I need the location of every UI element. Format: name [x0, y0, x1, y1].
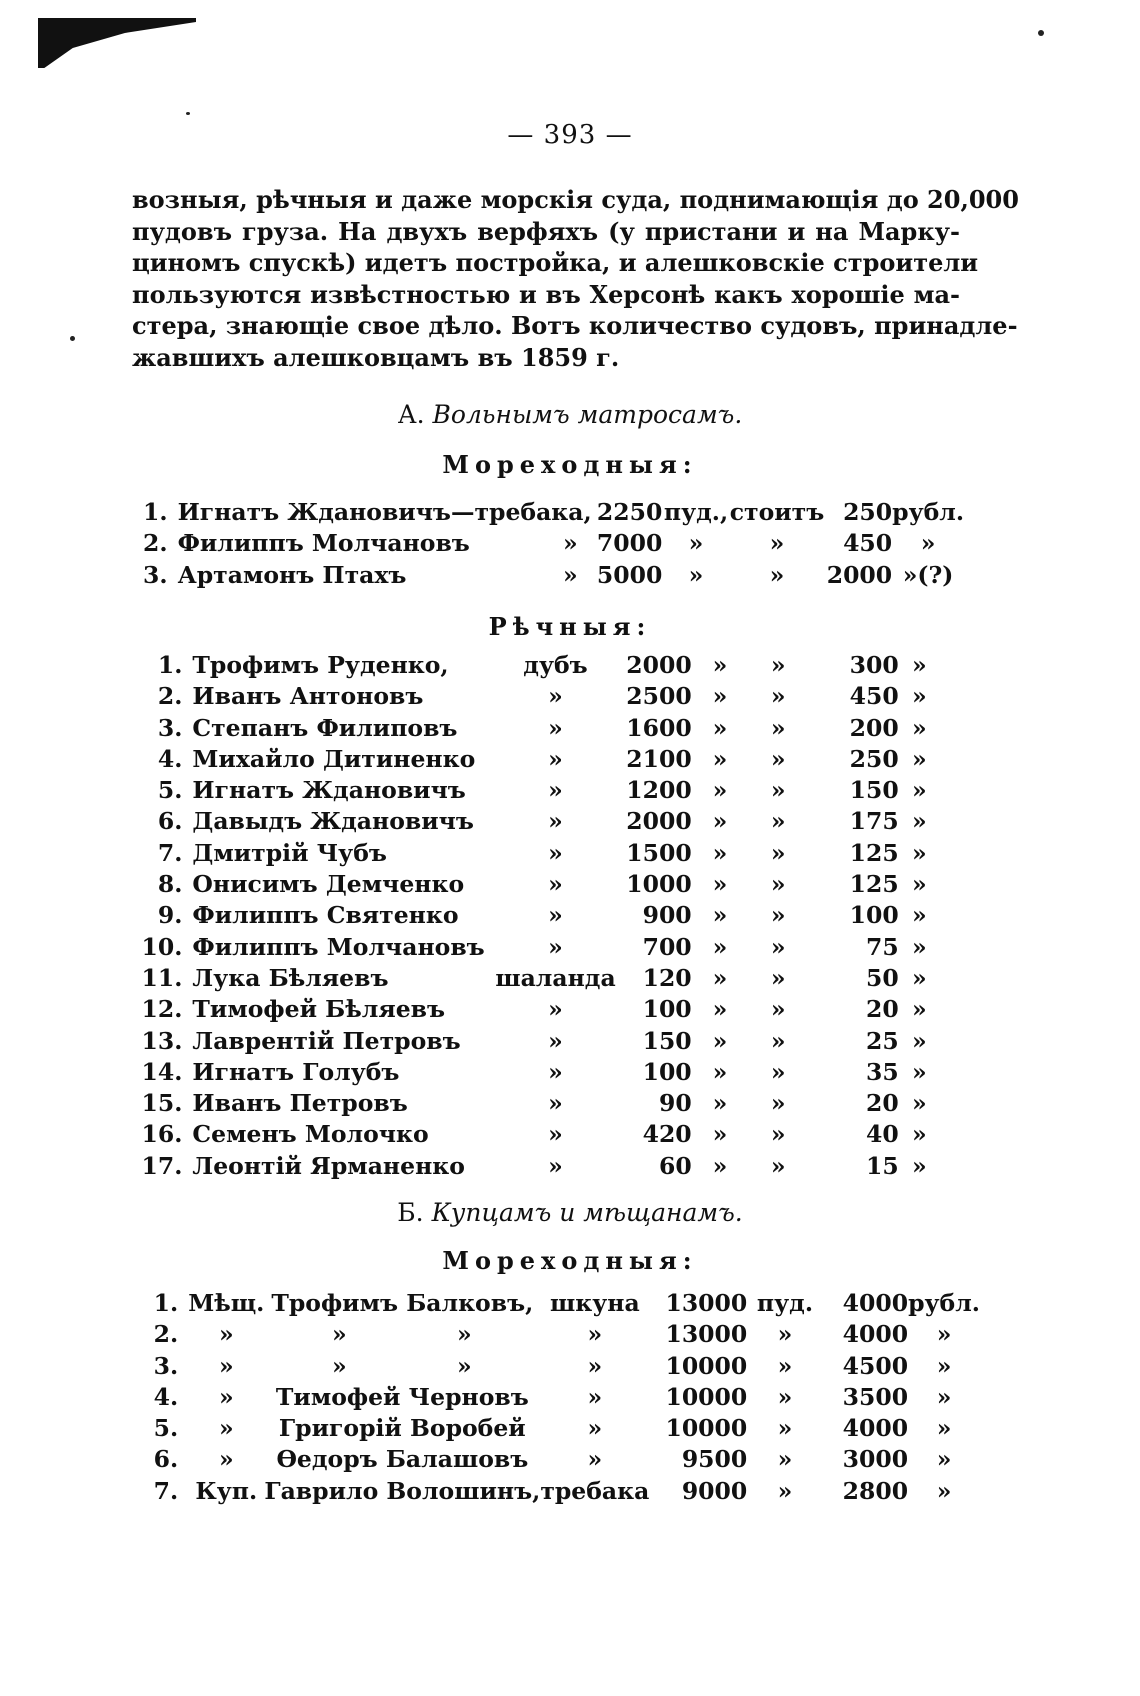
scan-speck	[1038, 30, 1044, 36]
capacity: 1600	[626, 713, 692, 742]
scan-speck	[70, 336, 75, 341]
owner-name: Семенъ Молочко	[192, 1120, 429, 1149]
table-row	[140, 932, 940, 963]
vessel-type: »	[548, 1026, 563, 1055]
capacity: 2500	[626, 682, 692, 711]
owner-name-ditto: »	[457, 1320, 472, 1349]
price-label: »	[769, 529, 785, 558]
row-number: 17.	[141, 1151, 183, 1180]
table-row	[140, 497, 970, 528]
row-number: 16.	[141, 1120, 183, 1149]
vessel-type: дубъ	[523, 651, 588, 679]
table-row	[140, 1151, 940, 1182]
price-label: »	[770, 963, 786, 992]
capacity: 900	[642, 901, 692, 930]
capacity-unit: »	[777, 1414, 793, 1443]
owner-name-cell	[264, 1382, 540, 1413]
row-number: 1.	[143, 498, 168, 526]
sea-vessels-table-a	[140, 497, 970, 591]
vessel-type: »	[548, 807, 563, 836]
vessel-type: »	[587, 1351, 603, 1380]
price-label: »	[770, 901, 786, 930]
price: 20	[866, 1089, 899, 1118]
currency: »	[912, 932, 927, 961]
price-label: стоитъ	[729, 498, 825, 526]
price: 250	[849, 744, 899, 773]
capacity: 10000	[665, 1382, 748, 1411]
price: 4000	[842, 1414, 909, 1443]
currency: »(?)	[902, 560, 954, 589]
row-number: 7.	[153, 1476, 179, 1505]
row-number: 4.	[157, 744, 183, 773]
capacity-unit: »	[712, 901, 728, 930]
owner-rank: Куп.	[195, 1476, 258, 1505]
vessel-type: шаланда	[495, 963, 616, 992]
currency: »	[936, 1414, 952, 1443]
price-label: »	[769, 560, 785, 589]
vessel-type: шкуна	[549, 1289, 640, 1317]
capacity: 1000	[626, 870, 692, 899]
capacity-unit: »	[712, 1151, 728, 1180]
price: 50	[866, 963, 899, 992]
capacity: 420	[642, 1120, 692, 1149]
vessel-type: »	[548, 682, 563, 711]
owner-name-cell	[264, 1444, 540, 1475]
row-number: 1.	[157, 651, 183, 679]
section-b-heading	[0, 1198, 1140, 1227]
price-label: »	[770, 1057, 786, 1086]
price-label: »	[770, 651, 786, 679]
capacity: 100	[642, 1057, 692, 1086]
table-row	[140, 963, 940, 994]
vessel-type: »	[548, 932, 563, 961]
table-row	[140, 994, 940, 1025]
vessel-type: »	[548, 901, 563, 930]
owner-name: Игнатъ Голубъ	[192, 1057, 400, 1086]
capacity-unit: »	[712, 838, 728, 867]
capacity-unit: »	[712, 963, 728, 992]
owner-rank: »	[218, 1351, 234, 1380]
table-row	[140, 838, 940, 869]
owner-name: Григорій Воробей	[278, 1414, 526, 1443]
capacity: 120	[642, 963, 692, 992]
page-number: — 393 —	[507, 120, 633, 150]
table-row	[140, 1057, 940, 1088]
vessel-type: »	[548, 1089, 563, 1118]
capacity-unit: »	[777, 1382, 793, 1411]
capacity: 90	[658, 1089, 692, 1118]
capacity: 2000	[626, 651, 692, 679]
owner-name: Леонтій Ярманенко	[192, 1151, 465, 1180]
row-number: 3.	[157, 713, 183, 742]
price: 4500	[842, 1351, 909, 1380]
capacity-unit: »	[777, 1445, 793, 1474]
owner-name: Артамонъ Птахъ	[177, 560, 407, 589]
currency: »	[912, 1120, 927, 1149]
owner-name: »	[332, 1320, 347, 1349]
price: 125	[849, 870, 899, 899]
row-number: 6.	[157, 807, 183, 836]
owner-name: Игнатъ Ждановичъ—требака,	[177, 498, 592, 526]
currency: »	[912, 713, 927, 742]
owner-name: Михайло Дитиненко	[192, 744, 476, 773]
currency: »	[912, 744, 927, 773]
capacity: 7000	[596, 529, 663, 558]
currency: »	[936, 1445, 952, 1474]
currency: »	[912, 807, 927, 836]
price-label: »	[770, 682, 786, 711]
price: 4000	[842, 1289, 909, 1317]
currency: »	[912, 870, 927, 899]
currency: »	[912, 995, 927, 1024]
intro-paragraph	[132, 184, 1019, 374]
currency: »	[912, 1057, 927, 1086]
owner-name-cell	[264, 1476, 540, 1507]
currency: »	[920, 529, 936, 558]
currency: »	[936, 1382, 952, 1411]
currency: »	[912, 1151, 927, 1180]
scan-speck	[186, 112, 190, 115]
price: 3500	[842, 1382, 909, 1411]
vessel-type: »	[548, 1151, 563, 1180]
spacer	[964, 497, 970, 528]
owner-name-ditto: »	[457, 1351, 472, 1380]
section-letter: Б.	[397, 1198, 424, 1227]
capacity: 2250	[596, 498, 663, 526]
capacity-unit: »	[777, 1351, 793, 1380]
row-number: 7.	[157, 838, 183, 867]
price: 200	[849, 713, 899, 742]
price: 150	[849, 776, 899, 805]
row-number: 3.	[153, 1351, 179, 1380]
table-row	[140, 1288, 980, 1319]
currency: »	[936, 1351, 952, 1380]
capacity-unit: »	[712, 995, 728, 1024]
price-label: »	[770, 1120, 786, 1149]
capacity-unit: пуд.,	[663, 498, 729, 526]
row-number: 10.	[141, 932, 183, 961]
owner-name-cell	[178, 497, 592, 528]
row-number: 5.	[153, 1414, 179, 1443]
capacity: 9500	[681, 1445, 748, 1474]
capacity-unit: »	[712, 807, 728, 836]
spacer	[964, 560, 970, 591]
currency: рубл.	[908, 1289, 980, 1317]
vessel-type: »	[587, 1382, 603, 1411]
owner-name: Трофимъ Балковъ,	[271, 1289, 534, 1317]
row-number: 15.	[141, 1089, 183, 1118]
price: 2000	[826, 560, 893, 589]
owner-name: Тимофей Бѣляевъ	[192, 995, 446, 1024]
price-label: »	[770, 932, 786, 961]
text-line: пудовъ груза. На двухъ верфяхъ (у пристани и на Марку-	[132, 216, 960, 246]
row-number: 13.	[141, 1026, 183, 1055]
vessel-type: »	[587, 1414, 603, 1443]
table-row	[140, 713, 940, 744]
table-row	[140, 900, 940, 931]
row-number: 11.	[141, 963, 183, 992]
currency: »	[912, 776, 927, 805]
table-row	[140, 744, 940, 775]
owner-rank: »	[218, 1414, 234, 1443]
vessel-type: »	[548, 995, 563, 1024]
owner-rank: »	[218, 1445, 234, 1474]
table-row	[140, 806, 940, 837]
owner-name-cell	[264, 1413, 540, 1444]
section-b-sea-label: Мореходныя:	[442, 1246, 698, 1275]
table-row	[140, 1413, 980, 1444]
capacity-unit: »	[712, 1089, 728, 1118]
price-label: »	[770, 995, 786, 1024]
river-vessels-table-a	[140, 650, 940, 1182]
price: 100	[849, 901, 899, 930]
capacity-unit: »	[712, 744, 728, 773]
text-line: возныя, рѣчныя и даже морскія суда, поднимающія до 20,000	[132, 185, 1019, 214]
price-label: »	[770, 713, 786, 742]
currency: »	[912, 963, 927, 992]
table-row	[140, 775, 940, 806]
price: 125	[849, 838, 899, 867]
capacity-unit: »	[712, 1120, 728, 1149]
price: 40	[866, 1120, 899, 1149]
owner-name-cell	[264, 1351, 540, 1382]
table-row	[140, 1476, 980, 1507]
owner-name: Филиппъ Молчановъ	[192, 932, 485, 961]
capacity: 13000	[665, 1289, 748, 1317]
price: 3000	[842, 1445, 909, 1474]
capacity-unit: »	[777, 1476, 793, 1505]
capacity: 700	[642, 932, 692, 961]
owner-name-cell	[178, 560, 592, 591]
currency: »	[912, 838, 927, 867]
capacity: 10000	[665, 1351, 748, 1380]
capacity-unit: »	[777, 1320, 793, 1349]
owner-name: Трофимъ Руденко,	[192, 651, 449, 679]
capacity-unit: пуд.	[756, 1289, 813, 1317]
table-row	[140, 1026, 940, 1057]
currency: »	[912, 901, 927, 930]
capacity-unit: »	[688, 560, 704, 589]
owner-name: Иванъ Петровъ	[192, 1089, 408, 1118]
capacity: 60	[658, 1151, 692, 1180]
row-number: 14.	[141, 1057, 183, 1086]
vessel-type: требака	[540, 1476, 650, 1505]
vessel-type: »	[548, 1057, 563, 1086]
row-number: 8.	[157, 870, 183, 899]
row-number: 2.	[157, 682, 183, 711]
price: 300	[849, 651, 899, 679]
capacity: 5000	[596, 560, 663, 589]
vessel-type: »	[563, 529, 578, 558]
vessel-type: »	[548, 870, 563, 899]
owner-name: Иванъ Антоновъ	[192, 682, 424, 711]
row-number: 5.	[157, 776, 183, 805]
vessel-type: »	[548, 1120, 563, 1149]
price: 75	[866, 932, 899, 961]
section-a-sea-label: Мореходныя:	[442, 450, 698, 479]
table-row	[140, 528, 970, 559]
capacity-unit: »	[712, 1026, 728, 1055]
owner-name-cell	[178, 528, 592, 559]
vessel-type: »	[548, 713, 563, 742]
vessel-type: »	[548, 744, 563, 773]
row-number: 2.	[143, 529, 168, 558]
row-number: 1.	[153, 1289, 179, 1317]
owner-name: Филиппъ Святенко	[192, 901, 459, 930]
price-label: »	[770, 1151, 786, 1180]
table-row	[140, 1382, 980, 1413]
currency: »	[912, 682, 927, 711]
text-line: стера, знающіе свое дѣло. Вотъ количество судовъ, принадле-	[132, 311, 1018, 341]
owner-name: Лука Бѣляевъ	[192, 963, 389, 992]
capacity-unit: »	[712, 682, 728, 711]
table-row	[140, 560, 970, 591]
text-line: пользуются извѣстностью и въ Херсонѣ какъ хорошіе ма-	[132, 279, 960, 309]
section-a-river-label: Рѣчныя:	[488, 612, 652, 641]
owner-name: Степанъ Филиповъ	[192, 713, 458, 742]
price: 450	[849, 682, 899, 711]
text-line: циномъ спускѣ) идетъ постройка, и алешковскіе строители	[132, 248, 979, 278]
row-number: 3.	[143, 560, 168, 589]
capacity: 9000	[681, 1476, 748, 1505]
vessel-type: »	[548, 776, 563, 805]
price-label: »	[770, 776, 786, 805]
price: 25	[866, 1026, 899, 1055]
currency: »	[912, 1089, 927, 1118]
price: 450	[843, 529, 893, 558]
table-row	[140, 1088, 940, 1119]
price: 35	[866, 1057, 899, 1086]
spacer	[964, 528, 970, 559]
owner-name: »	[332, 1351, 347, 1380]
table-row	[140, 681, 940, 712]
table-row	[140, 1351, 980, 1382]
table-row	[140, 650, 940, 681]
owner-name: Гаврило Волошинъ,	[264, 1476, 541, 1505]
table-row	[140, 1319, 980, 1350]
capacity-unit: »	[688, 529, 704, 558]
owner-name: Филиппъ Молчановъ	[177, 529, 470, 558]
currency: »	[936, 1320, 952, 1349]
row-number: 4.	[153, 1382, 179, 1411]
table-row	[140, 1444, 980, 1475]
owner-name: Тимофей Черновъ	[275, 1382, 529, 1411]
currency: »	[912, 1026, 927, 1055]
owner-name: Ѳедоръ Балашовъ	[276, 1445, 529, 1474]
price-label: »	[770, 870, 786, 899]
vessel-type: »	[587, 1445, 603, 1474]
text-line: жавшихъ алешковцамъ въ 1859 г.	[132, 342, 620, 372]
table-row	[140, 1119, 940, 1150]
vessel-type: »	[563, 560, 578, 589]
table-row	[140, 869, 940, 900]
capacity: 100	[642, 995, 692, 1024]
price: 15	[866, 1151, 899, 1180]
price: 20	[866, 995, 899, 1024]
price-label: »	[770, 807, 786, 836]
vessel-type: »	[548, 838, 563, 867]
owner-rank: Мѣщ.	[188, 1289, 265, 1317]
owner-name: Игнатъ Ждановичъ	[192, 776, 466, 805]
owner-rank: »	[218, 1382, 234, 1411]
capacity: 1500	[626, 838, 692, 867]
owner-rank: »	[218, 1320, 234, 1349]
price: 250	[843, 498, 893, 526]
capacity-unit: »	[712, 651, 728, 679]
capacity: 1200	[626, 776, 692, 805]
section-a-heading	[0, 400, 1140, 429]
sea-vessels-table-b	[140, 1288, 980, 1507]
price-label: »	[770, 744, 786, 773]
section-title: Купцамъ и мѣщанамъ.	[431, 1198, 743, 1227]
capacity-unit: »	[712, 1057, 728, 1086]
capacity: 10000	[665, 1414, 748, 1443]
capacity-unit: »	[712, 932, 728, 961]
section-letter: А.	[397, 400, 425, 429]
capacity: 150	[642, 1026, 692, 1055]
currency: »	[936, 1476, 952, 1505]
capacity-unit: »	[712, 870, 728, 899]
capacity: 13000	[665, 1320, 748, 1349]
price-label: »	[770, 1089, 786, 1118]
row-number: 6.	[153, 1445, 179, 1474]
owner-name-cell	[264, 1288, 540, 1319]
owner-name-cell	[264, 1319, 540, 1350]
price-label: »	[770, 1026, 786, 1055]
capacity-unit: »	[712, 776, 728, 805]
capacity: 2100	[626, 744, 692, 773]
price-label: »	[770, 838, 786, 867]
owner-name: Онисимъ Демченко	[192, 870, 465, 899]
owner-name: Давыдъ Ждановичъ	[192, 807, 474, 836]
capacity: 2000	[626, 807, 692, 836]
capacity-unit: »	[712, 713, 728, 742]
price: 2800	[842, 1476, 909, 1505]
vessel-type: »	[587, 1320, 603, 1349]
row-number: 9.	[157, 901, 183, 930]
row-number: 12.	[141, 995, 183, 1024]
scan-corner-mark	[38, 18, 196, 68]
owner-name: Лаврентій Петровъ	[192, 1026, 461, 1055]
row-number: 2.	[153, 1320, 179, 1349]
owner-name: Дмитрій Чубъ	[192, 838, 387, 867]
price: 4000	[842, 1320, 909, 1349]
currency: рубл.	[892, 498, 965, 526]
currency: »	[912, 651, 927, 679]
price: 175	[849, 807, 899, 836]
section-title: Вольнымъ матросамъ.	[432, 400, 743, 429]
